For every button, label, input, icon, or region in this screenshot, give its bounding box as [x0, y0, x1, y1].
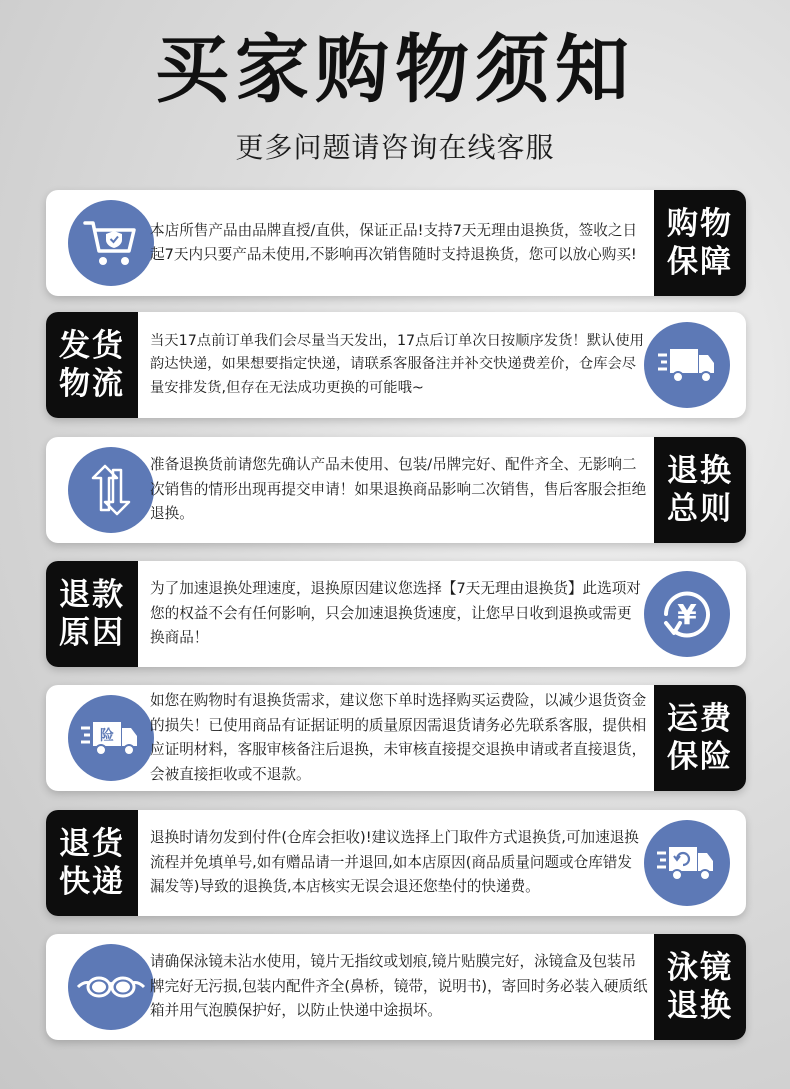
yuan-symbol: ¥	[677, 598, 697, 631]
section-text: 准备退换货前请您先确认产品未使用、包装/吊牌完好、配件齐全、无影响二次销售的情形出现再提交申请！如果退换商品影响二次销售，售后客服会拒绝退换。	[150, 456, 647, 523]
delivery-truck-icon	[644, 322, 730, 408]
badge-line-1: 退货	[59, 826, 125, 862]
section-goggles-return	[46, 934, 746, 1040]
section-shopping-guarantee	[46, 190, 746, 296]
section-return-courier	[46, 810, 746, 916]
section-refund-reason	[46, 561, 746, 667]
insurance-truck-icon	[68, 695, 154, 781]
section-text: 为了加速退换处理速度，退换原因建议您选择【7天无理由退换货】此选项对您的权益不会有任何影响，只会加速退换货速度，让您早日收到退换或需更换商品！	[150, 580, 641, 647]
badge-line-1: 泳镜	[667, 950, 733, 986]
section-text: 当天17点前订单我们会尽量当天发出，17点后订单次日按顺序发货！默认使用韵达快递，如果想要指定快递，请联系客服备注并补交快递费差价，仓库会尽量安排发货,但存在无法成功更换的可能哦~	[150, 332, 644, 396]
badge-line-1: 退款	[59, 577, 125, 613]
section-text: 如您在购物时有退换货需求，建议您下单时选择购买运费险，以减少退货资金的损失！已使用商品有证据证明的质量原因需退货请务必先联系客服，提供相应证明材料，客服审核备注后退换，未审核直接提交退换申请或者直接退货，会被直接拒收或不退款。	[150, 692, 647, 783]
badge-line-1: 退换	[667, 453, 733, 489]
insurance-char: 险	[100, 728, 114, 744]
badge-line-1: 发货	[59, 328, 125, 364]
section-shipping-logistics	[46, 312, 746, 418]
section-badge	[654, 190, 746, 296]
section-badge	[46, 312, 138, 418]
badge-line-2: 物流	[59, 366, 125, 402]
section-text: 请确保泳镜未沾水使用，镜片无指纹或划痕,镜片贴膜完好，泳镜盒及包装吊牌完好无污损,包装内配件齐全(鼻桥，镜带，说明书)，寄回时务必装入硬质纸箱并用气泡膜保护好，以防止快递中途损坏。	[150, 953, 648, 1020]
section-badge	[46, 810, 138, 916]
badge-line-2: 原因	[59, 615, 125, 651]
section-badge	[654, 437, 746, 543]
swim-goggles-icon	[68, 944, 154, 1030]
section-badge	[46, 561, 138, 667]
badge-line-2: 快递	[59, 864, 125, 900]
badge-line-1: 运费	[667, 701, 733, 737]
page-title: 买家购物须知	[155, 27, 635, 113]
page-subtitle: 更多问题请咨询在线客服	[235, 131, 555, 164]
badge-line-2: 总则	[667, 491, 733, 527]
badge-line-2: 退换	[667, 988, 733, 1024]
badge-line-2: 保障	[667, 244, 733, 280]
section-return-rules	[46, 437, 746, 543]
shopping-cart-shield-icon	[68, 200, 154, 286]
section-badge	[654, 934, 746, 1040]
section-badge	[654, 685, 746, 791]
exchange-arrows-icon	[68, 447, 154, 533]
section-text: 本店所售产品由品牌直授/直供，保证正品!支持7天无理由退换货，签收之日起7天内只要产品未使用,不影响再次销售随时支持退换货，您可以放心购买!	[150, 221, 638, 263]
section-text: 退换时请勿发到付件(仓库会拒收)!建议选择上门取件方式退换货,可加速退换流程并免填单号,如有赠品请一并退回,如本店原因(商品质量问题或仓库错发漏发等)导致的退换货,本店核实无误会退还您垫付的快递费。	[150, 829, 639, 896]
return-truck-icon	[644, 820, 730, 906]
section-shipping-insurance	[46, 685, 746, 791]
badge-line-2: 保险	[667, 739, 733, 775]
badge-line-1: 购物	[667, 206, 733, 242]
yuan-refund-icon	[644, 571, 730, 657]
